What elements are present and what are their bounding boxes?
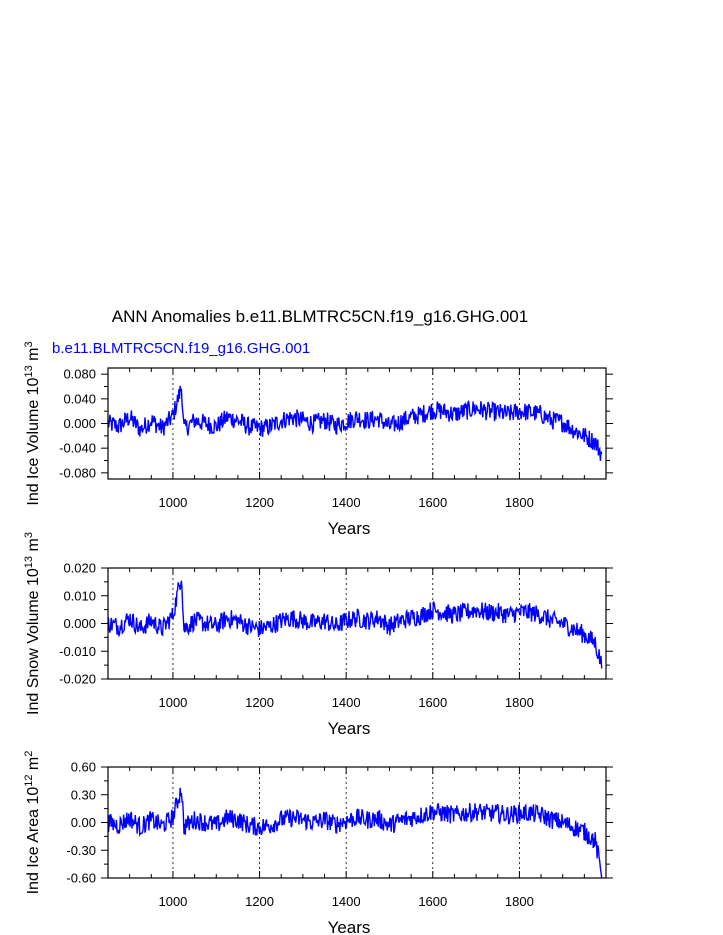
y-tick-label: 0.00 [70,815,96,830]
x-tick-label: 1800 [504,894,534,909]
x-tick-label: 1200 [245,495,275,510]
plot-frame [108,368,606,479]
y-tick-label: 0.000 [63,616,96,631]
chart-panel-2 [23,532,613,738]
y-tick-label: 0.010 [63,588,96,604]
y-tick-label: 0.60 [70,759,96,775]
x-tick-label: 1400 [331,894,361,909]
series-line [108,581,602,669]
x-tick-label: 1600 [418,894,448,909]
x-axis-label: Years [327,918,371,935]
y-tick-label: 0.040 [63,391,96,407]
figure-title: ANN Anomalies b.e11.BLMTRC5CN.f19_g16.GHG.001 [111,307,529,326]
plot-frame [108,568,606,679]
series-line [108,788,602,878]
series-line [108,386,602,461]
y-tick-label: -0.30 [66,842,96,858]
series-label: b.e11.BLMTRC5CN.f19_g16.GHG.001 [52,340,311,357]
y-tick-label: -0.010 [59,643,96,659]
x-tick-label: 1000 [158,695,188,710]
chart-panels [23,341,613,935]
x-tick-label: 1000 [158,495,188,510]
y-tick-label: -0.080 [59,465,96,481]
y-tick-label: -0.040 [59,440,96,456]
x-tick-label: 1200 [245,894,275,909]
x-tick-label: 1600 [418,495,448,510]
x-tick-label: 1800 [504,695,534,710]
x-tick-label: 1200 [245,695,275,710]
x-tick-label: 1400 [331,495,361,510]
y-tick-label: -0.60 [66,870,96,886]
y-tick-label: -0.020 [59,671,96,687]
x-tick-label: 1600 [418,695,448,710]
x-tick-label: 1400 [331,695,361,710]
x-tick-label: 1000 [158,894,188,909]
y-tick-label: 0.000 [63,416,96,431]
chart-panel-1 [23,341,613,538]
chart-panel-3 [23,751,613,935]
y-axis-label: Ind Ice Area $10^{12}$ $m^2$ [23,750,42,895]
y-tick-label: 0.080 [63,366,96,382]
x-axis-label: Years [327,519,371,538]
y-axis-label: Ind Ice Volume $10^{13}$ $m^3$ [23,341,42,506]
y-axis-label: Ind Snow Volume $10^{13}$ $m^3$ [23,532,42,715]
x-tick-label: 1800 [504,495,534,510]
plot-frame [108,767,606,878]
y-tick-label: 0.020 [63,560,96,576]
y-tick-label: 0.30 [70,787,96,803]
x-axis-label: Years [327,719,371,738]
